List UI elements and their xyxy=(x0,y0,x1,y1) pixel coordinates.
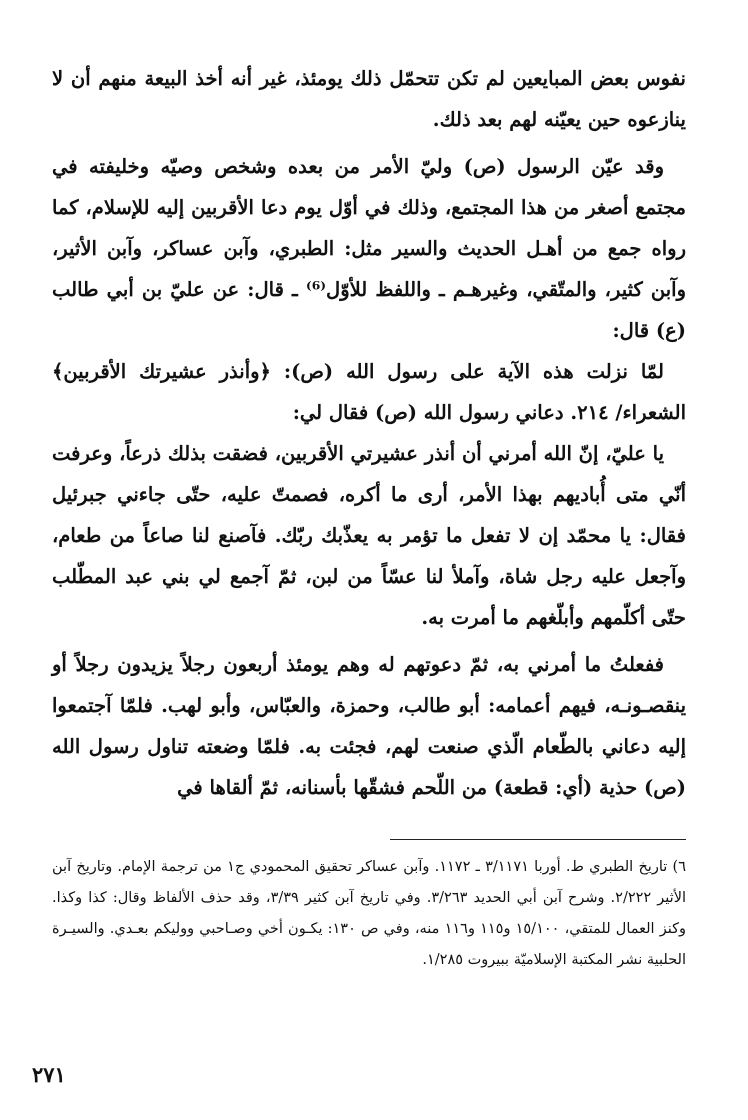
footnotes xyxy=(52,852,686,976)
page-number: ٢٧١ xyxy=(32,1062,66,1087)
footnote-6: ٦) تاريخ الطبري ط. أوربا ٣/١١٧١ ـ ١١٧٢. وآبن عساكر تحقيق المحمودي ج١ من ترجمة الإمام. وتاريخ آبن الأثير ٢/٢٢٢. وشرح آبن أبي الحديد ٣/٢٦٣. وفي تاريخ آبن كثير ٣/٣٩، وقد حذف الألفاظ وقال: كذا وكذا. وكنز العمال للمتقي، ١٥/١٠٠ و١١٥ و١١٦ منه، وفي ص ١٣٠: يكـون أخي وصـاحبي ووليكم بعـدي. والسيـرة الحلبية نشر المكتبة الإسلاميّة ببيروت ١/٢٨٥. xyxy=(52,859,686,968)
paragraph-1: نفوس بعض المبايعين لم تكن تتحمّل ذلك يومئذ، غير أنه أخذ البيعة منهم أن لا ينازعوه حين يعيّنه لهم بعد ذلك. xyxy=(52,67,686,131)
paragraph-5: ففعلتُ ما أمرني به، ثمّ دعوتهم له وهم يومئذ أربعون رجلاً يزيدون رجلاً أو ينقصـونـه، فيهم أعمامه: أبو طالب، وحمزة، والعبّاس، وأبو لهب. فلمّا آجتمعوا إليه دعاني بالطّعام الّذي صنعت لهم، فجئت به. فلمّا وضعته تناول رسول الله (ص) حذية (أي: قطعة) من اللّحم فشقّها بأسنانه، ثمّ ألقاها في xyxy=(52,653,686,799)
footnote-divider xyxy=(390,839,686,840)
paragraph-3: لمّا نزلت هذه الآية على رسول الله (ص): ﴿وأنذر عشيرتك الأقربين﴾ الشعراء/ ٢١٤. دعاني رسول الله (ص) فقال لي: xyxy=(52,360,686,424)
paragraph-4: يا عليّ، إنّ الله أمرني أن أنذر عشيرتي الأقربين، فضقت بذلك ذرعاً، وعرفت أنّي متى أُباديهم بهذا الأمر، أرى ما أكره، فصمتّ عليه، حتّى جاءني جبرئيل فقال: يا محمّد إن لا تفعل ما تؤمر به يعذّبك ربّك. فآصنع لنا صاعاً من طعام، وآجعل عليه رجل شاة، وآملأ لنا عسّاً من لبن، ثمّ آجمع لي بني عبد المطّلب حتّى أكلّمهم وأبلّغهم ما أمرت به. xyxy=(52,442,686,629)
main-text xyxy=(52,58,686,808)
paragraph-2: وقد عيّن الرسول (ص) وليّ الأمر من بعده وشخص وصيّه وخليفته في مجتمع أصغر من هذا المجتمع، وذلك في أوّل يوم دعا الأقربين إليه للإسلام، كما رواه جمع من أهـل الحديث والسير مثل: الطبري، وآبن عساكر، وآبن الأثير، وآبن كثير، والمتّقي، وغيرهـم ـ واللفظ للأوّل⁽⁶⁾ ـ قال: عن عليّ بن أبي طالب (ع) قال: xyxy=(52,155,686,342)
